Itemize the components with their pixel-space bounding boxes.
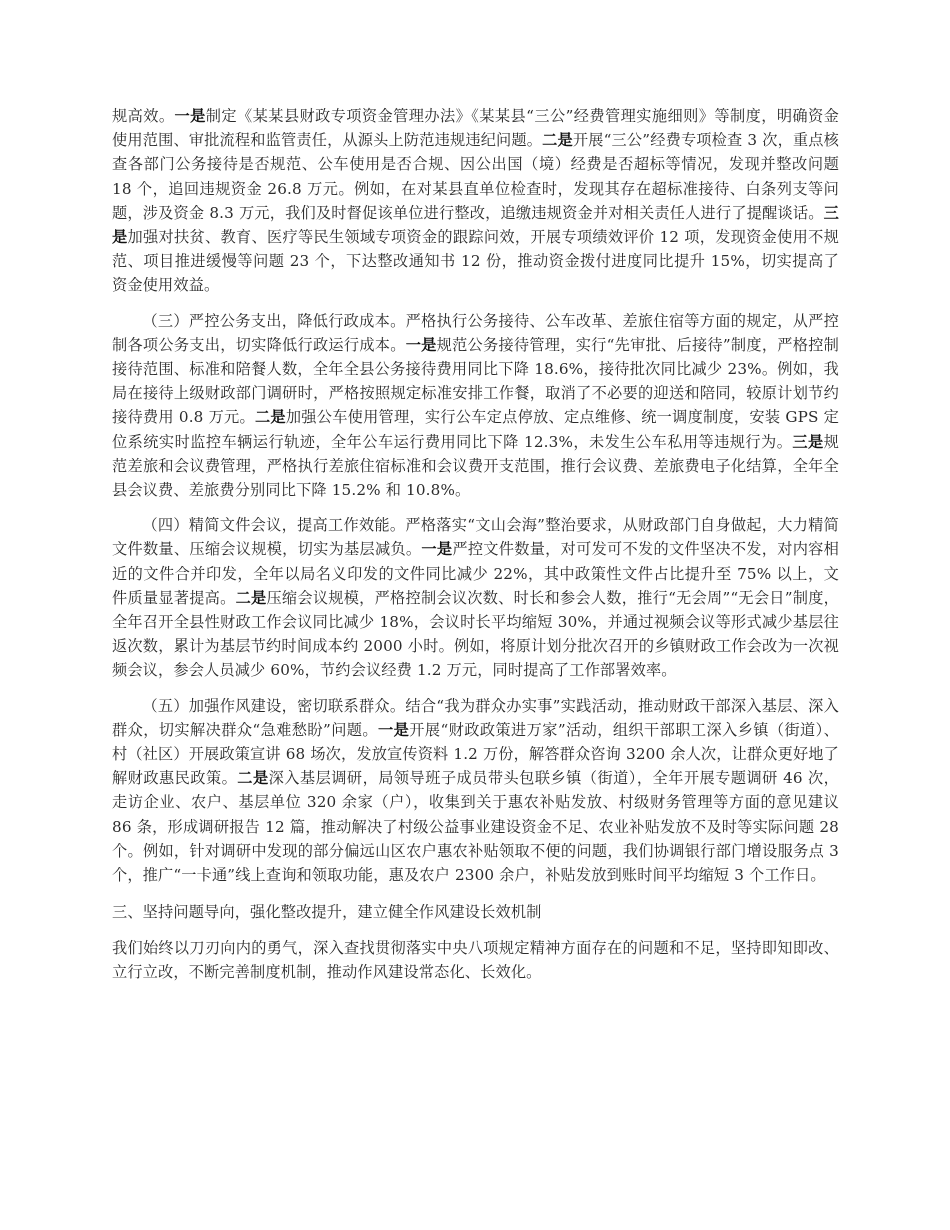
text-run: （三）严控公务支出，降低行政成本。严格执行公务接待、公车改革、差旅住宿等方面的规定，从严控制各项公务支出，切实降低行政运行成本。 — [112, 311, 839, 354]
body-paragraph — [112, 694, 839, 888]
enumerator-bold-run: 一是 — [405, 335, 437, 354]
text-run: 规范差旅和会议费管理，严格执行差旅住宿标准和会议费开支范围，推行会议费、差旅费电子化结算，全年全县会议费、差旅费分别同比下降 15.2% 和 10.8%。 — [112, 432, 839, 500]
body-paragraph — [112, 936, 839, 984]
enumerator-bold-run: 二是 — [254, 408, 286, 427]
enumerator-bold-run: 三是 — [112, 203, 839, 247]
document-text-body — [112, 104, 839, 984]
enumerator-bold-run: 一是 — [378, 720, 410, 739]
body-paragraph — [112, 104, 839, 298]
text-run: 深入基层调研，局领导班子成员带头包联乡镇（街道），全年开展专题调研 46 次，走访企业、农户、基层单位 320 余家（户），收集到关于惠农补贴发放、村级财务管理等方面的意见建议 86 条，形成调研报告 12 篇，推动解决了村级公益事业建设资金不足、农业补贴发放不及时等实际问题 28 个。例如，针对调研中发现的部分偏远山区农户惠农补贴领取不便的问题，我们协调银行部门增设服务点 3 个，推广“一卡通”线上查询和领取功能，惠及农户 2300 余户，补贴发放到账时间平均缩短 3 个工作日。 — [112, 769, 839, 885]
text-run: 开展“财政政策进万家”活动，组织干部职工深入乡镇（街道）、村（社区）开展政策宣讲 68 场次，发放宣传资料 1.2 万份，解答群众咨询 3200 余人次，让群众更好地了解财政惠民政策。 — [112, 720, 840, 788]
text-run: 开展“三公”经费专项检查 3 次，重点核查各部门公务接待是否规范、公车使用是否合规、因公出国（境）经费是否超标等情况，发现并整改问题 18 个，追回违规资金 26.8 万元。例如，在对某县直单位检查时，发现其存在超标准接待、白条列支等问题，涉及资金 8.3 万元，我们及时督促该单位进行整改，追缴违规资金并对相关责任人进行了提醒谈话。 — [112, 131, 839, 222]
text-run: 规范公务接待管理，实行“先审批、后接待”制度，严格控制接待范围、标准和陪餐人数，全年全县公务接待费用同比下降 18.6%，接待批次同比减少 23%。例如，我局在接待上级财政部门调研时，严格按照规定标准安排工作餐，取消了不必要的迎送和陪同，较原计划节约接待费用 0.8 万元。 — [112, 335, 839, 427]
enumerator-bold-run: 二是 — [237, 769, 269, 788]
text-run: 加强公车使用管理，实行公车定点停放、定点维修、统一调度制度，安装 GPS 定位系统实时监控车辆运行轨迹，全年公车运行费用同比下降 12.3%，未发生公车私用等违规行为。 — [112, 408, 839, 451]
text-run: 三、坚持问题导向，强化整改提升，建立健全作风建设长效机制 — [112, 903, 542, 922]
body-paragraph — [112, 309, 839, 503]
enumerator-bold-run: 一是 — [174, 107, 206, 125]
text-run: 严控文件数量，对可发可不发的文件坚决不发，对内容相近的文件合并印发，全年以局名义印发的文件同比减少 22%，其中政策性文件占比提升至 75% 以上，文件质量显著提高。 — [112, 540, 839, 607]
enumerator-bold-run: 二是 — [542, 131, 573, 150]
text-run: 加强对扶贫、教育、医疗等民生领域专项资金的跟踪问效，开展专项绩效评价 12 项，发现资金使用不规范、项目推进缓慢等问题 23 个，下达整改通知书 12 份，推动资金拨付进度同比提升 15%，切实提高了资金使用效益。 — [112, 228, 839, 295]
text-run: （五）加强作风建设，密切联系群众。结合“我为群众办实事”实践活动，推动财政干部深入基层、深入群众，切实解决群众“急难愁盼”问题。 — [112, 696, 839, 739]
text-run: 规高效。 — [112, 107, 175, 125]
text-run: （四）精简文件会议，提高工作效能。严格落实“文山会海”整治要求，从财政部门自身做起，大力精简文件数量、压缩会议规模，切实为基层减负。 — [112, 516, 839, 559]
enumerator-bold-run: 二是 — [235, 588, 267, 607]
enumerator-bold-run: 三是 — [792, 432, 824, 451]
text-run: 制定《某某县财政专项资金管理办法》《某某县“三公”经费管理实施细则》等制度，明确资金使用范围、审批流程和监管责任，从源头上防范违规违纪问题。 — [112, 107, 840, 150]
section-heading — [112, 900, 839, 924]
enumerator-bold-run: 一是 — [421, 540, 453, 559]
text-run: 我们始终以刀刃向内的勇气，深入查找贯彻落实中央八项规定精神方面存在的问题和不足，坚持即知即改、立行立改，不断完善制度机制，推动作风建设常态化、长效化。 — [112, 938, 839, 981]
text-run: 压缩会议规模，严格控制会议次数、时长和参会人数，推行“无会周”“无会日”制度，全年召开全县性财政工作会议同比减少 18%，会议时长平均缩短 30%，并通过视频会议等形式减少基层往返次数，累计为基层节约时间成本约 2000 小时。例如，将原计划分批次召开的乡镇财政工作会改为一次视频会议，参会人员减少 60%，节约会议经费 1.2 万元，同时提高了工作部署效率。 — [112, 588, 839, 680]
body-paragraph — [112, 513, 839, 682]
